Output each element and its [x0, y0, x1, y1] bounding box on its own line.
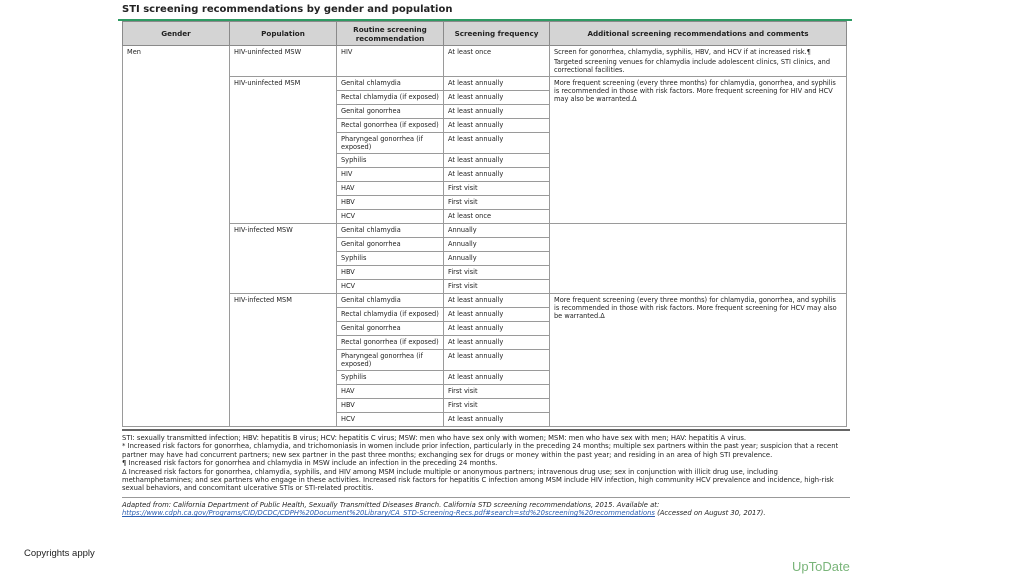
frequency-cell: At least annually — [444, 322, 550, 336]
footnote-pilcrow: ¶ Increased risk factors for gonorrhea and chlamydia in MSW include an infection in the preceding 24 months. — [122, 459, 498, 468]
frequency-cell: At least annually — [444, 413, 550, 427]
comment-text: More frequent screening (every three months) for chlamydia, gonorrhea, and syphilis is recommended in those with risk factors. More frequent screening for HIV and HCV may also be warranted.Δ — [554, 79, 836, 103]
screening-test-cell: Syphilis — [337, 154, 444, 168]
screening-test-cell: HBV — [337, 266, 444, 280]
page-title: STI screening recommendations by gender and population — [122, 4, 453, 15]
screening-test-cell: HCV — [337, 413, 444, 427]
screening-test-cell: Syphilis — [337, 371, 444, 385]
screening-test-cell: Syphilis — [337, 252, 444, 266]
frequency-cell: First visit — [444, 266, 550, 280]
comment-text: More frequent screening (every three months) for chlamydia, gonorrhea, and syphilis is recommended in those with risk factors. More frequent screening for HCV may also be warranted.Δ — [554, 296, 837, 320]
adapted-from — [122, 498, 850, 518]
header-screening-frequency: Screening frequency — [444, 22, 550, 46]
header-additional-comments: Additional screening recommendations and comments — [550, 22, 847, 46]
comments-cell — [550, 224, 847, 294]
screening-test-cell: HCV — [337, 210, 444, 224]
header-population: Population — [230, 22, 337, 46]
screening-test-cell: Genital chlamydia — [337, 294, 444, 308]
table-body — [123, 46, 847, 427]
gender-cell: Men — [123, 46, 230, 427]
frequency-cell: Annually — [444, 238, 550, 252]
uptodate-logo: UpToDate — [792, 559, 850, 574]
population-cell: HIV-uninfected MSW — [230, 46, 337, 77]
table-row — [123, 294, 847, 308]
frequency-cell: First visit — [444, 182, 550, 196]
screening-test-cell: HIV — [337, 46, 444, 77]
adapted-suffix: (Accessed on August 30, 2017). — [654, 509, 766, 518]
footnote-star: * Increased risk factors for gonorrhea, chlamydia, and trichomoniasis in women include prior infection, particularly in the preceding 24 months; multiple sex partners within the past year; suspicion that a recent partner may have had concurrent partners; new sex partner in the past three months; exchanging sex for drugs or money within the past year; and residing in an area of high STI prevalence. — [122, 442, 839, 459]
frequency-cell: First visit — [444, 399, 550, 413]
frequency-cell: First visit — [444, 280, 550, 294]
footnote-delta: Δ Increased risk factors for gonorrhea, chlamydia, syphilis, and HIV among MSM include multiple or anonymous partners; intravenous drug use; sex in conjunction with illicit drug use, including methamphetamines; and sex partners who engage in these activities. Increased risk factors for hepatitis C infection among MSM include HIV infection, high community HCV prevalence and incidence, high-risk sexual behaviors, and concomitant ulcerative STIs or STI-related proctitis. — [122, 467, 834, 493]
screening-test-cell: Rectal chlamydia (if exposed) — [337, 308, 444, 322]
frequency-cell: At least annually — [444, 308, 550, 322]
screening-test-cell: HBV — [337, 399, 444, 413]
screening-test-cell: Genital gonorrhea — [337, 238, 444, 252]
frequency-cell: At least annually — [444, 168, 550, 182]
frequency-cell: First visit — [444, 196, 550, 210]
frequency-cell: At least annually — [444, 371, 550, 385]
table-row — [123, 224, 847, 238]
frequency-cell: At least annually — [444, 133, 550, 154]
screening-test-cell: HCV — [337, 280, 444, 294]
frequency-cell: At least annually — [444, 77, 550, 91]
table-row — [123, 46, 847, 77]
table-header-row — [123, 22, 847, 46]
screening-table — [122, 21, 847, 427]
screening-test-cell: Genital gonorrhea — [337, 105, 444, 119]
frequency-cell: At least annually — [444, 119, 550, 133]
source-link[interactable]: https://www.cdph.ca.gov/Programs/CID/DCDC/CDPH%20Document%20Library/CA_STD-Screening-Recs.pdf#search=std%20screening%20recommendations — [122, 509, 655, 518]
screening-test-cell: Pharyngeal gonorrhea (if exposed) — [337, 133, 444, 154]
frequency-cell: At least annually — [444, 294, 550, 308]
screening-test-cell: Rectal gonorrhea (if exposed) — [337, 336, 444, 350]
screening-test-cell: HAV — [337, 182, 444, 196]
screening-test-cell: HAV — [337, 385, 444, 399]
comment-text: Targeted screening venues for chlamydia include adolescent clinics, STI clinics, and correctional facilities. — [554, 58, 831, 74]
screening-test-cell: Genital chlamydia — [337, 77, 444, 91]
header-routine-screening: Routine screening recommendation — [337, 22, 444, 46]
screening-test-cell: HBV — [337, 196, 444, 210]
copyright-notice: Copyrights apply — [24, 548, 95, 559]
frequency-cell: At least annually — [444, 336, 550, 350]
frequency-cell: At least annually — [444, 105, 550, 119]
comments-cell — [550, 77, 847, 224]
header-gender: Gender — [123, 22, 230, 46]
table-row — [123, 77, 847, 91]
footnote-abbreviations: STI: sexually transmitted infection; HBV: hepatitis B virus; HCV: hepatitis C virus; MSW: men who have sex only with women; MSM: men who have sex with men; HAV: hepatitis A virus. — [122, 434, 747, 442]
frequency-cell: Annually — [444, 252, 550, 266]
population-cell: HIV-infected MSW — [230, 224, 337, 294]
screening-test-cell: Pharyngeal gonorrhea (if exposed) — [337, 350, 444, 371]
frequency-cell: Annually — [444, 224, 550, 238]
screening-test-cell: HIV — [337, 168, 444, 182]
frequency-cell: At least annually — [444, 350, 550, 371]
screening-test-cell: Rectal gonorrhea (if exposed) — [337, 119, 444, 133]
frequency-cell: At least annually — [444, 91, 550, 105]
frequency-cell: At least once — [444, 46, 550, 77]
adapted-prefix: Adapted from: California Department of Public Health, Sexually Transmitted Diseases Branch. California STD screening recommendations, 2015. Available at: — [122, 500, 660, 509]
comment-text: Screen for gonorrhea, chlamydia, syphilis, HBV, and HCV if at increased risk.¶ — [554, 48, 811, 56]
population-cell: HIV-infected MSM — [230, 294, 337, 427]
screening-test-cell: Genital gonorrhea — [337, 322, 444, 336]
screening-test-cell: Rectal chlamydia (if exposed) — [337, 91, 444, 105]
frequency-cell: At least annually — [444, 154, 550, 168]
screening-test-cell: Genital chlamydia — [337, 224, 444, 238]
document — [118, 4, 852, 518]
footnotes-section — [122, 429, 850, 518]
population-cell: HIV-uninfected MSM — [230, 77, 337, 224]
comments-cell — [550, 294, 847, 427]
frequency-cell: At least once — [444, 210, 550, 224]
comments-cell — [550, 46, 847, 77]
frequency-cell: First visit — [444, 385, 550, 399]
